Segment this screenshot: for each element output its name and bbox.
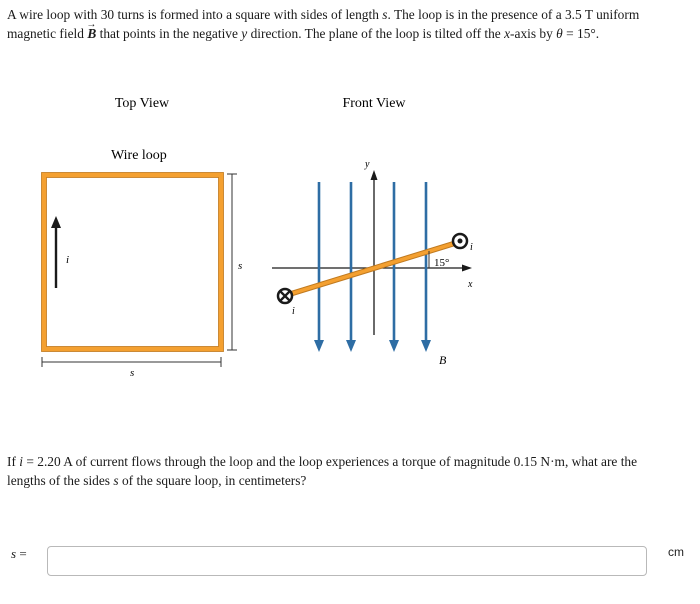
- variable-x: x: [504, 25, 511, 41]
- variable-theta: θ: [556, 25, 563, 41]
- side-label-horizontal: s: [130, 367, 135, 379]
- y-axis-arrowhead: [371, 170, 378, 180]
- current-label: i: [66, 254, 70, 266]
- question-statement: [7, 452, 667, 490]
- vector-b: → B: [87, 25, 96, 44]
- problem-text-part: = 15°.: [562, 25, 600, 41]
- square-loop-inner-outline: [47, 178, 219, 347]
- current-in-label: i: [292, 306, 295, 317]
- y-axis-label: y: [365, 159, 370, 170]
- answer-variable: s: [11, 546, 17, 561]
- problem-text-part: . The loop is in the presence of a 3.5 T uniform magnetic field: [7, 7, 640, 41]
- variable-y: y: [241, 25, 248, 41]
- problem-text-part: -axis by: [510, 25, 557, 41]
- field-label: B: [439, 353, 447, 367]
- wire-loop-label: Wire loop: [111, 148, 167, 163]
- x-axis-arrowhead: [462, 265, 472, 272]
- current-out-label: i: [470, 242, 473, 253]
- square-loop: [44, 175, 221, 349]
- answer-label: [11, 546, 27, 562]
- loop-figure: [0, 80, 700, 400]
- question-text-part: of the square loop, in centimeters?: [118, 473, 307, 488]
- problem-statement: [7, 6, 687, 43]
- answer-equals: =: [16, 546, 27, 561]
- problem-text-part: A wire loop with 30 turns is formed into a square with sides of length: [7, 7, 383, 22]
- answer-input[interactable]: [47, 546, 647, 576]
- front-view-title: Front View: [342, 96, 406, 111]
- angle-label: 15°: [434, 257, 450, 269]
- field-arrowhead: [389, 340, 399, 352]
- variable-i: i: [19, 454, 24, 469]
- current-into-page-icon: [278, 289, 292, 303]
- variable-s: s: [113, 473, 119, 488]
- question-text-part: = 2.20 A of current flows through the loop and the loop experiences a torque of magnitude 0.15 N·m, what are the lengths of the sides: [7, 454, 638, 488]
- problem-text-part: that points in the negative: [96, 25, 242, 41]
- unit-label: cm: [668, 545, 684, 559]
- side-label-vertical: s: [238, 260, 243, 272]
- field-arrowhead: [421, 340, 431, 352]
- loop-diagram: [0, 80, 700, 400]
- field-arrowhead: [314, 340, 324, 352]
- variable-s: s: [382, 7, 388, 22]
- x-axis-label: x: [468, 279, 473, 290]
- field-arrowhead: [346, 340, 356, 352]
- problem-text-part: direction. The plane of the loop is tilted off the: [247, 25, 505, 41]
- top-view-title: Top View: [114, 96, 170, 111]
- current-arrow-head: [51, 216, 61, 228]
- current-out-of-page-icon: [453, 234, 467, 248]
- question-text-part: If: [7, 454, 20, 469]
